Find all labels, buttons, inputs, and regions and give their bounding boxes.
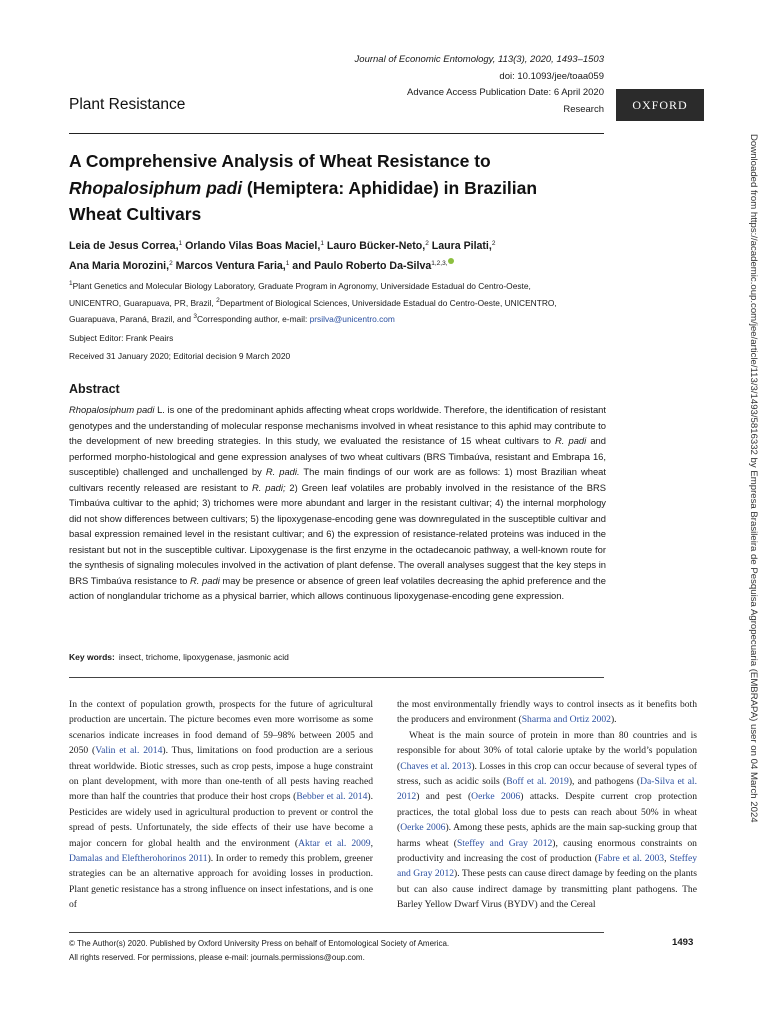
permissions-line: All rights reserved. For permissions, please e-mail: journals.permissions@oup.com. xyxy=(69,952,365,962)
citation-link[interactable]: Valin et al. 2014 xyxy=(95,745,163,757)
title-line-3: Wheat Cultivars xyxy=(69,204,202,224)
body-left-column: In the context of population growth, prospects for the future of agricultural production are uncertain. The picture becomes even more worrisome as some scenarios indicate increases in food demand of 59–98% between 2005 and 2050 (Valin et al. 2014). Thus, limitations on food production are a serious threat worldwide. Biotic stresses, such as crop pests, impose a huge constraint on plant development, with more than one-tenth of all pests having reached more than half the countries that produce their host crops (Bebber et al. 2014). Pesticides are widely used in agricultural production to prevent or control the spread of pests. Unfortunately, the side effects of their use have become a major concern for global health and the environment (Aktar et al. 2009, Damalas and Eleftherohorinos 2011). In order to remedy this problem, greener strategies can be an alternative approach for avoiding losses in production. Plant genetic resistance has a strong influence on insect infestations, and is one of xyxy=(69,699,373,911)
article-title xyxy=(69,148,609,228)
affiliation-line-3: Guarapuava, Paraná, Brazil, and $^3$Corresponding author, e-mail: prsilva@unicentro.com xyxy=(69,313,395,324)
title-line-1: A Comprehensive Analysis of Wheat Resistance to xyxy=(69,151,491,171)
authors-line-1: Leia de Jesus Correa,$^1$ Orlando Vilas Boas Maciel,$^1$ Lauro Bücker-Neto,$^2$ Laura Pilati,$^2$ xyxy=(69,240,496,252)
citation-link[interactable]: Aktar et al. 2009 xyxy=(298,837,371,849)
abstract-text: Rhopalosiphum padi L. is one of the predominant aphids affecting wheat crops worldwide. Therefore, the identification of resistant genotypes and the understanding of molecular response mechanisms involved in wheat resistance to this aphid may contribute to the development of new breeding strategies. In this study, we evaluated the resistance of 15 wheat cultivars to R. padi and performed morpho-histological and gene expression analyses of two wheat cultivars (BRS Timbaúva, resistant and Embrapa 16, susceptible) challenged and unchallenged by R. padi. The main findings of our work are as follows: 1) most Brazilian wheat cultivars recently released are resistant to R. padi; 2) Green leaf volatiles are probably involved in the resistance of the BRS Timbaúva cultivar to the aphid; 3) trichomes were more abundant and larger in the resistant cultivar; 4) the internal morphology did not show differences between cultivars; 5) the lipoxygenase-encoding gene was downregulated in the susceptible cultivar and basal expression remained level in the resistant cultivar; and 6) the expression of resistance-related proteins was induced in the resistant but not in the susceptible cultivar. Lipoxygenase is the first enzyme in the octadecanoic pathway, a well-known route for the synthesis of signaling molecules involved in the activation of plant defense. The overall analyses suggest that the key steps in BRS Timbaúva resistance to R. padi may be presence or absence of green leaf volatiles decreasing the aphid preference and the action of nonglandular trichome as a physical barrier, which allows continuous lipoxygenase-encoding gene expression. xyxy=(69,404,606,601)
author[interactable]: Orlando Vilas Boas Maciel, xyxy=(182,240,321,252)
subject-editor: Subject Editor: Frank Peairs xyxy=(69,333,174,343)
citation-link[interactable]: Da-Silva et al. 2012 xyxy=(397,776,697,803)
doi[interactable]: doi: 10.1093/jee/toaa059 xyxy=(499,70,604,82)
download-notice: Downloaded from https://academic.oup.com/jee/article/113/3/1493/5816332 by Empresa Brasileira de Pesquisa Agropecuaria (EMBRAPA) user on 04 March 2024 xyxy=(748,134,759,823)
author[interactable]: Marcos Ventura Faria, xyxy=(172,260,286,272)
author-list xyxy=(69,235,609,275)
abstract-divider xyxy=(69,677,604,678)
citation-link[interactable]: Bebber et al. 2014 xyxy=(296,791,368,803)
copyright-line: © The Author(s) 2020. Published by Oxford University Press on behalf of Entomological Society of America. xyxy=(69,939,450,948)
affiliations xyxy=(69,277,609,327)
keywords-text: insect, trichome, lipoxygenase, jasmonic acid xyxy=(118,652,289,662)
author[interactable]: and Paulo Roberto Da-Silva xyxy=(289,260,432,272)
citation-link[interactable]: Damalas and Eleftherohorinos 2011 xyxy=(69,853,208,865)
article-type: Research xyxy=(563,103,604,115)
journal-line: Journal of Economic Entomology, 113(3), 2020, 1493–1503 xyxy=(354,54,604,65)
received-dates: Received 31 January 2020; Editorial decision 9 March 2020 xyxy=(69,351,291,361)
citation-link[interactable]: Steffey and Gray 2012 xyxy=(456,837,553,849)
citation-link[interactable]: Oerke 2006 xyxy=(471,791,521,803)
orcid-icon[interactable] xyxy=(448,258,454,264)
body-right-column: the most environmentally friendly ways to control insects as it benefits both the producers and environment (Sharma and Ortiz 2002). Wheat is the main source of protein in more than 80 countries and is responsible for about 30% of total calorie uptake by the world’s population (Chaves et al. 2013). Losses in this crop can occur because of several types of stress, such as acidic soils (Boff et al. 2019), and pathogens (Da-Silva et al. 2012) and pest (Oerke 2006) attacks. Despite current crop protection practices, the total global loss due to pests can reach about 50% in wheat (Oerke 2006). Among these pests, aphids are the main sap-sucking group that harms wheat (Steffey and Gray 2012), causing enormous constraints on productivity and increasing the cost of production (Fabre et al. 2003, Steffey and Gray 2012). These pests can cause direct damage by feeding on the plants but can also cause indirect damage by transmitting plant pathogens. The Barley Yellow Dwarf Virus (BYDV) and the Cereal xyxy=(397,699,698,911)
citation-link[interactable]: Steffey and Gray 2012 xyxy=(397,853,698,880)
title-line-2-rest: (Hemiptera: Aphididae) in Brazilian xyxy=(242,177,538,198)
abstract-heading: Abstract xyxy=(69,382,120,396)
advance-access: Advance Access Publication Date: 6 April 2020 xyxy=(407,87,604,98)
footer-divider xyxy=(69,932,604,933)
citation-link[interactable]: Chaves et al. 2013 xyxy=(400,760,472,772)
title-species: Rhopalosiphum padi xyxy=(69,177,243,198)
keywords xyxy=(69,652,289,662)
email-link[interactable]: prsilva@unicentro.com xyxy=(309,314,395,324)
page-number: 1493 xyxy=(672,937,694,948)
header-divider xyxy=(69,133,604,134)
keywords-label: Key words: xyxy=(69,652,115,662)
oxford-logo: OXFORD xyxy=(616,89,704,121)
citation-link[interactable]: Boff et al. 2019 xyxy=(506,776,569,788)
authors-line-2: Ana Maria Morozini,$^2$ Marcos Ventura Faria,$^1$ and Paulo Roberto Da-Silva$^{1,2,3,}$ xyxy=(69,255,609,275)
section-label: Plant Resistance xyxy=(69,96,186,113)
affiliation-line-2: UNICENTRO, Guarapuava, PR, Brazil, $^2$Department of Biological Sciences, Universidade Estadual do Centro-Oeste, UNICENTRO, xyxy=(69,296,557,308)
citation-link[interactable]: Sharma and Ortiz 2002 xyxy=(521,714,611,726)
citation-link[interactable]: Oerke 2006 xyxy=(400,822,446,834)
journal-header xyxy=(355,52,604,118)
author[interactable]: Laura Pilati, xyxy=(428,240,492,252)
title-line-2 xyxy=(69,175,609,202)
affiliation-line-1: $^1$Plant Genetics and Molecular Biology Laboratory, Graduate Program in Agronomy, Universidade Estadual do Centro-Oeste, xyxy=(69,280,531,291)
author[interactable]: Leia de Jesus Correa, xyxy=(69,240,179,252)
copyright-footer xyxy=(69,937,449,964)
author[interactable]: Ana Maria Morozini, xyxy=(69,260,170,272)
author[interactable]: Lauro Bücker-Neto, xyxy=(323,240,426,252)
citation-link[interactable]: Fabre et al. 2003 xyxy=(597,853,665,865)
